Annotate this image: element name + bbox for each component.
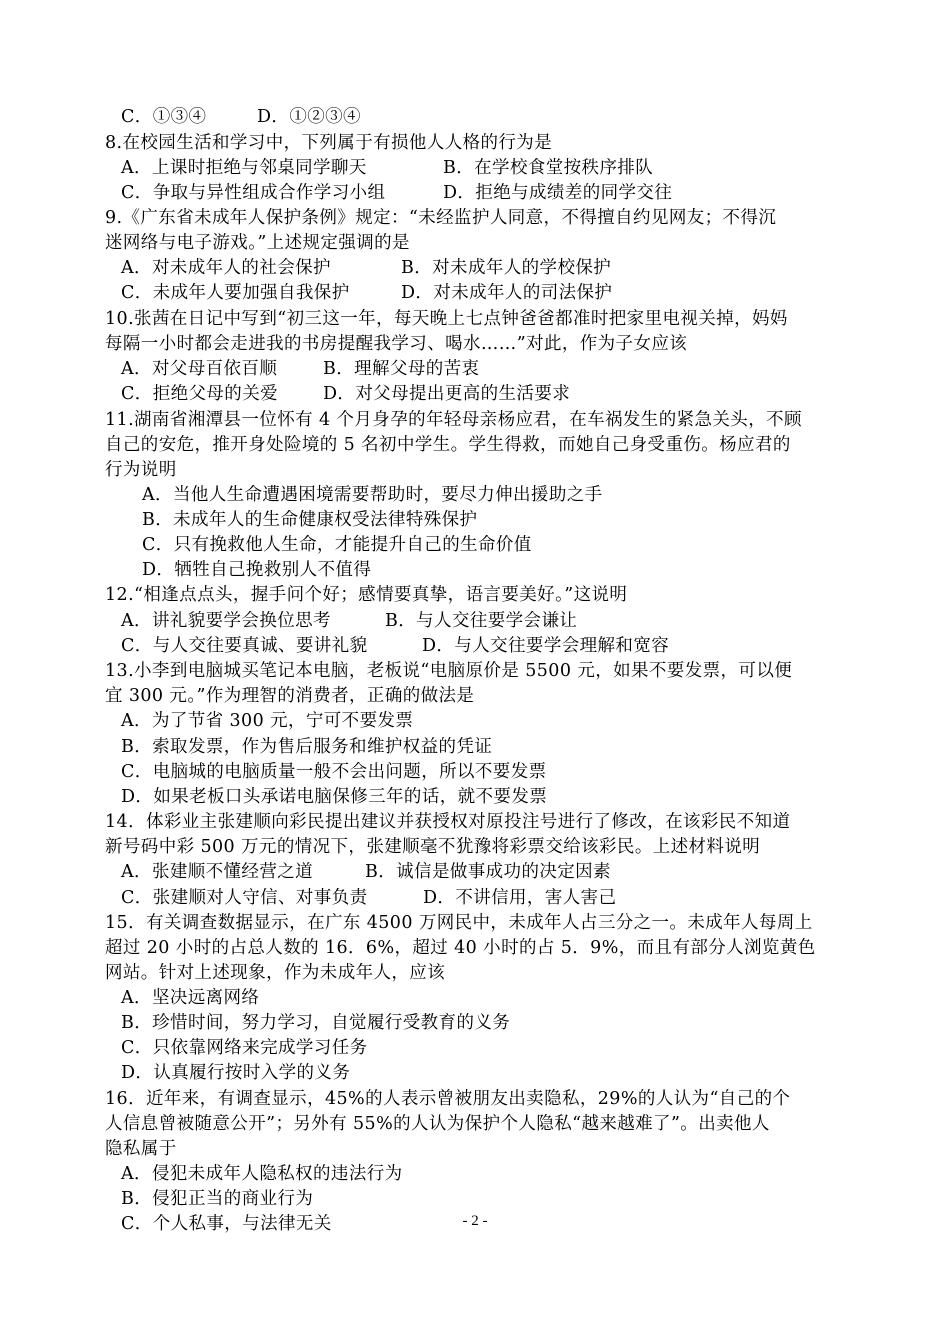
option-row xyxy=(121,634,669,659)
text-line: B．未成年人的生命健康权受法律特殊保护 xyxy=(142,510,478,530)
answer-option: A．张建顺不懂经营之道 xyxy=(121,862,314,882)
answer-option: C．未成年人要加强自我保护 xyxy=(121,283,350,303)
text-line: C．个人私事，与法律无关 xyxy=(121,1214,332,1234)
text-line: 8.在校园生活和学习中，下列属于有损他人人格的行为是 xyxy=(105,133,553,153)
text-line: 人信息曾被随意公开”；另外有 55%的人认为保护个人隐私“越来越难了”。出卖他人 xyxy=(105,1114,770,1134)
text-line: 自己的安危，推开身处险境的 5 名初中学生。学生得救，而她自己身受重伤。杨应君的 xyxy=(105,435,791,455)
text-line: B．索取发票，作为售后服务和维护权益的凭证 xyxy=(121,737,493,757)
text-line: A．当他人生命遭遇困境需要帮助时，要尽力伸出援助之手 xyxy=(142,485,603,505)
answer-option: A．上课时拒绝与邻桌同学聊天 xyxy=(121,158,367,178)
text-line: 16．近年来，有调查显示，45%的人表示曾被朋友出卖隐私，29%的人认为“自己的个 xyxy=(105,1089,791,1109)
page-number: - 2 - xyxy=(462,1213,488,1229)
answer-option: D．对父母提出更高的生活要求 xyxy=(323,384,571,404)
option-row xyxy=(121,609,577,634)
text-line: 超过 20 小时的占总人数的 16．6%，超过 40 小时的占 5．9%，而且有部分人浏览黄色 xyxy=(105,938,816,958)
answer-option: C．拒绝父母的关爱 xyxy=(121,384,278,404)
text-line: C．只依靠网络来完成学习任务 xyxy=(121,1038,368,1058)
answer-option: B．在学校食堂按秩序排队 xyxy=(443,158,654,178)
text-line: 9.《广东省未成年人保护条例》规定：“未经监护人同意，不得擅自约见网友；不得沉 xyxy=(105,208,777,228)
text-line: 新号码中彩 500 万元的情况下，张建顺毫不犹豫将彩票交给该彩民。上述材料说明 xyxy=(105,837,761,857)
text-line: A．为了节省 300 元，宁可不要发票 xyxy=(121,711,414,731)
answer-option: C．争取与异性组成合作学习小组 xyxy=(121,183,386,203)
option-row xyxy=(121,156,653,181)
text-line: 13.小李到电脑城买笔记本电脑，老板说“电脑原价是 5500 元，如果不要发票，可以便 xyxy=(105,661,793,681)
answer-option: B．与人交往要学会谦让 xyxy=(385,611,578,631)
option-row xyxy=(121,357,479,382)
text-line: D．认真履行按时入学的义务 xyxy=(121,1063,351,1083)
answer-option: D．对未成年人的司法保护 xyxy=(401,283,613,303)
option-row xyxy=(121,181,672,206)
text-line: C．电脑城的电脑质量一般不会出问题，所以不要发票 xyxy=(121,762,547,782)
answer-option: C．与人交往要真诚、要讲礼貌 xyxy=(121,636,368,656)
text-line: 行为说明 xyxy=(105,460,177,480)
text-line: 15．有关调查数据显示，在广东 4500 万网民中，未成年人占三分之一。未成年人每周上 xyxy=(105,913,813,933)
answer-option: A．讲礼貌要学会换位思考 xyxy=(121,611,331,631)
text-line: D．如果老板口头承诺电脑保修三年的话，就不要发票 xyxy=(121,787,548,807)
option-row xyxy=(121,256,611,281)
option-row xyxy=(121,860,611,885)
answer-option: B．诚信是做事成功的决定因素 xyxy=(365,862,611,882)
answer-option: D．不讲信用，害人害己 xyxy=(423,888,617,908)
text-line: 隐私属于 xyxy=(105,1139,177,1159)
text-line: D．牺牲自己挽救别人不值得 xyxy=(142,560,372,580)
text-line: 14．体彩业主张建顺向彩民提出建议并获授权对原投注号进行了修改，在该彩民不知道 xyxy=(105,812,791,832)
answer-option: B．对未成年人的学校保护 xyxy=(401,258,612,278)
option-row xyxy=(121,886,616,911)
answer-option: C．张建顺对人守信、对事负责 xyxy=(121,888,368,908)
answer-option: C．①③④ xyxy=(121,107,207,127)
text-line: B．侵犯正当的商业行为 xyxy=(121,1189,314,1209)
text-line: 迷网络与电子游戏。”上述规定强调的是 xyxy=(105,233,410,253)
answer-option: D．①②③④ xyxy=(257,107,361,127)
option-row xyxy=(121,105,361,130)
text-line: 宜 300 元。”作为理智的消费者，正确的做法是 xyxy=(105,686,475,706)
answer-option: D．拒绝与成绩差的同学交往 xyxy=(443,183,673,203)
answer-option: B．理解父母的苦衷 xyxy=(323,359,480,379)
text-line: 网站。针对上述现象，作为未成年人，应该 xyxy=(105,963,446,983)
text-line: 每隔一小时都会走进我的书房提醒我学习、喝水……”对此，作为子女应该 xyxy=(105,334,688,354)
option-row xyxy=(121,281,612,306)
text-line: 11.湖南省湘潭县一位怀有 4 个月身孕的年轻母亲杨应君，在车祸发生的紧急关头，不顾 xyxy=(105,410,802,430)
option-row xyxy=(121,382,570,407)
answer-option: A．对未成年人的社会保护 xyxy=(121,258,331,278)
text-line: A．坚决远离网络 xyxy=(121,988,260,1008)
answer-option: A．对父母百依百顺 xyxy=(121,359,278,379)
text-line: C．只有挽救他人生命，才能提升自己的生命价值 xyxy=(142,535,532,555)
text-line: A．侵犯未成年人隐私权的违法行为 xyxy=(121,1164,403,1184)
text-line: B．珍惜时间，努力学习，自觉履行受教育的义务 xyxy=(121,1013,511,1033)
answer-option: D．与人交往要学会理解和宽容 xyxy=(422,636,670,656)
text-line: 12.“相逢点点头，握手问个好；感情要真挚，语言要美好。”这说明 xyxy=(105,585,628,605)
text-line: 10.张茜在日记中写到“初三这一年，每天晚上七点钟爸爸都准时把家里电视关掉，妈妈 xyxy=(105,309,788,329)
